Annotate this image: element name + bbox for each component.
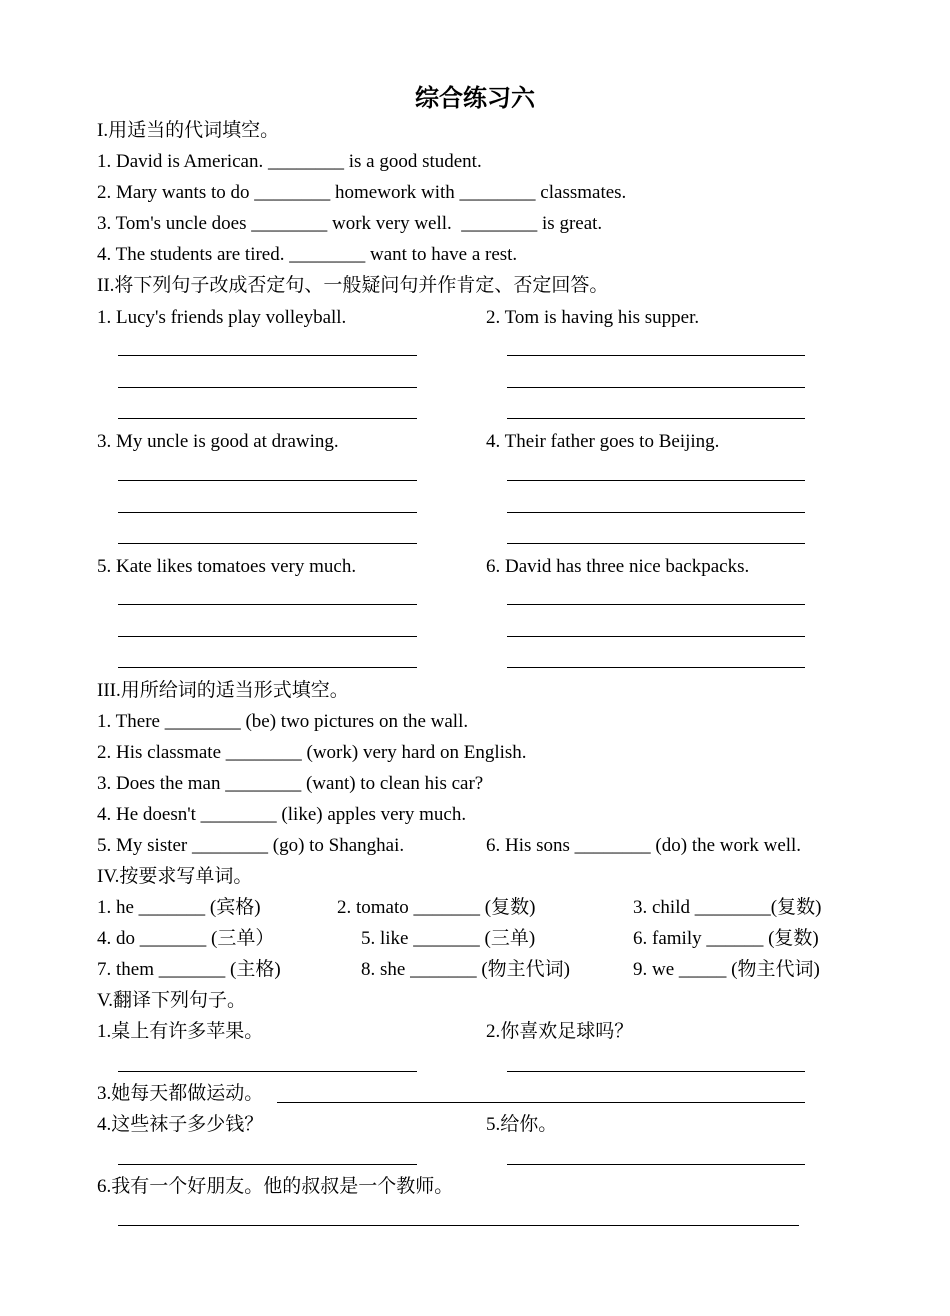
answer-line[interactable] — [118, 667, 417, 668]
answer-line[interactable] — [118, 387, 417, 388]
section-1-heading: I.用适当的代词填空。 — [97, 120, 280, 141]
section-1-item: 4. The students are tired. ________ want to have a rest. — [97, 244, 518, 265]
section-2-item: 6. David has three nice backpacks. — [486, 556, 750, 577]
answer-line[interactable] — [118, 418, 417, 419]
section-1-item: 1. David is American. ________ is a good student. — [97, 151, 482, 172]
section-3-item: 5. My sister ________ (go) to Shanghai. — [97, 835, 405, 856]
section-3-item: 6. His sons ________ (do) the work well. — [486, 835, 802, 856]
section-4-heading: IV.按要求写单词。 — [97, 866, 253, 887]
section-4-item: 2. tomato _______ (复数) — [337, 897, 536, 918]
worksheet-title: 综合练习六 — [415, 84, 535, 112]
answer-line[interactable] — [507, 1164, 805, 1165]
section-2-item: 1. Lucy's friends play volleyball. — [97, 307, 347, 328]
section-5-heading: V.翻译下列句子。 — [97, 990, 247, 1011]
answer-line[interactable] — [507, 636, 805, 637]
section-4-item: 3. child ________(复数) — [633, 897, 822, 918]
answer-line[interactable] — [118, 1225, 799, 1226]
section-4-item: 8. she _______ (物主代词) — [361, 959, 570, 980]
answer-line[interactable] — [118, 1164, 417, 1165]
answer-line[interactable] — [507, 418, 805, 419]
answer-line[interactable] — [507, 667, 805, 668]
answer-line[interactable] — [507, 512, 805, 513]
section-4-item: 6. family ______ (复数) — [633, 928, 819, 949]
section-4-item: 4. do _______ (三单） — [97, 928, 275, 949]
section-2-item: 5. Kate likes tomatoes very much. — [97, 556, 357, 577]
section-5-item: 6.我有一个好朋友。他的叔叔是一个教师。 — [97, 1176, 454, 1197]
answer-line[interactable] — [277, 1102, 805, 1103]
answer-line[interactable] — [507, 387, 805, 388]
section-2-item: 4. Their father goes to Beijing. — [486, 431, 720, 452]
section-5-item: 5.给你。 — [486, 1114, 558, 1135]
section-4-item: 1. he _______ (宾格) — [97, 897, 261, 918]
answer-line[interactable] — [118, 512, 417, 513]
section-4-item: 5. like _______ (三单) — [361, 928, 536, 949]
answer-line[interactable] — [507, 1071, 805, 1072]
section-3-item: 4. He doesn't ________ (like) apples very much. — [97, 804, 467, 825]
answer-line[interactable] — [118, 636, 417, 637]
section-1-item: 3. Tom's uncle does ________ work very well. ________ is great. — [97, 213, 603, 234]
answer-line[interactable] — [118, 1071, 417, 1072]
section-3-item: 2. His classmate ________ (work) very hard on English. — [97, 742, 527, 763]
answer-line[interactable] — [118, 480, 417, 481]
answer-line[interactable] — [507, 604, 805, 605]
section-1-item: 2. Mary wants to do ________ homework with ________ classmates. — [97, 182, 627, 203]
answer-line[interactable] — [118, 355, 417, 356]
answer-line[interactable] — [507, 543, 805, 544]
section-2-item: 2. Tom is having his supper. — [486, 307, 700, 328]
section-3-heading: III.用所给词的适当形式填空。 — [97, 680, 349, 701]
section-3-item: 3. Does the man ________ (want) to clean his car? — [97, 773, 484, 794]
section-5-item: 1.桌上有许多苹果。 — [97, 1021, 264, 1042]
answer-line[interactable] — [118, 543, 417, 544]
section-3-item: 1. There ________ (be) two pictures on the wall. — [97, 711, 469, 732]
section-2-item: 3. My uncle is good at drawing. — [97, 431, 339, 452]
section-4-item: 9. we _____ (物主代词) — [633, 959, 820, 980]
answer-line[interactable] — [507, 480, 805, 481]
answer-line[interactable] — [507, 355, 805, 356]
section-5-item: 3.她每天都做运动。 — [97, 1083, 264, 1104]
section-5-item: 2.你喜欢足球吗？ — [486, 1021, 634, 1042]
section-4-item: 7. them _______ (主格) — [97, 959, 281, 980]
answer-line[interactable] — [118, 604, 417, 605]
section-2-heading: II.将下列句子改成否定句、一般疑问句并作肯定、否定回答。 — [97, 275, 609, 296]
section-5-item: 4.这些袜子多少钱？ — [97, 1114, 264, 1135]
